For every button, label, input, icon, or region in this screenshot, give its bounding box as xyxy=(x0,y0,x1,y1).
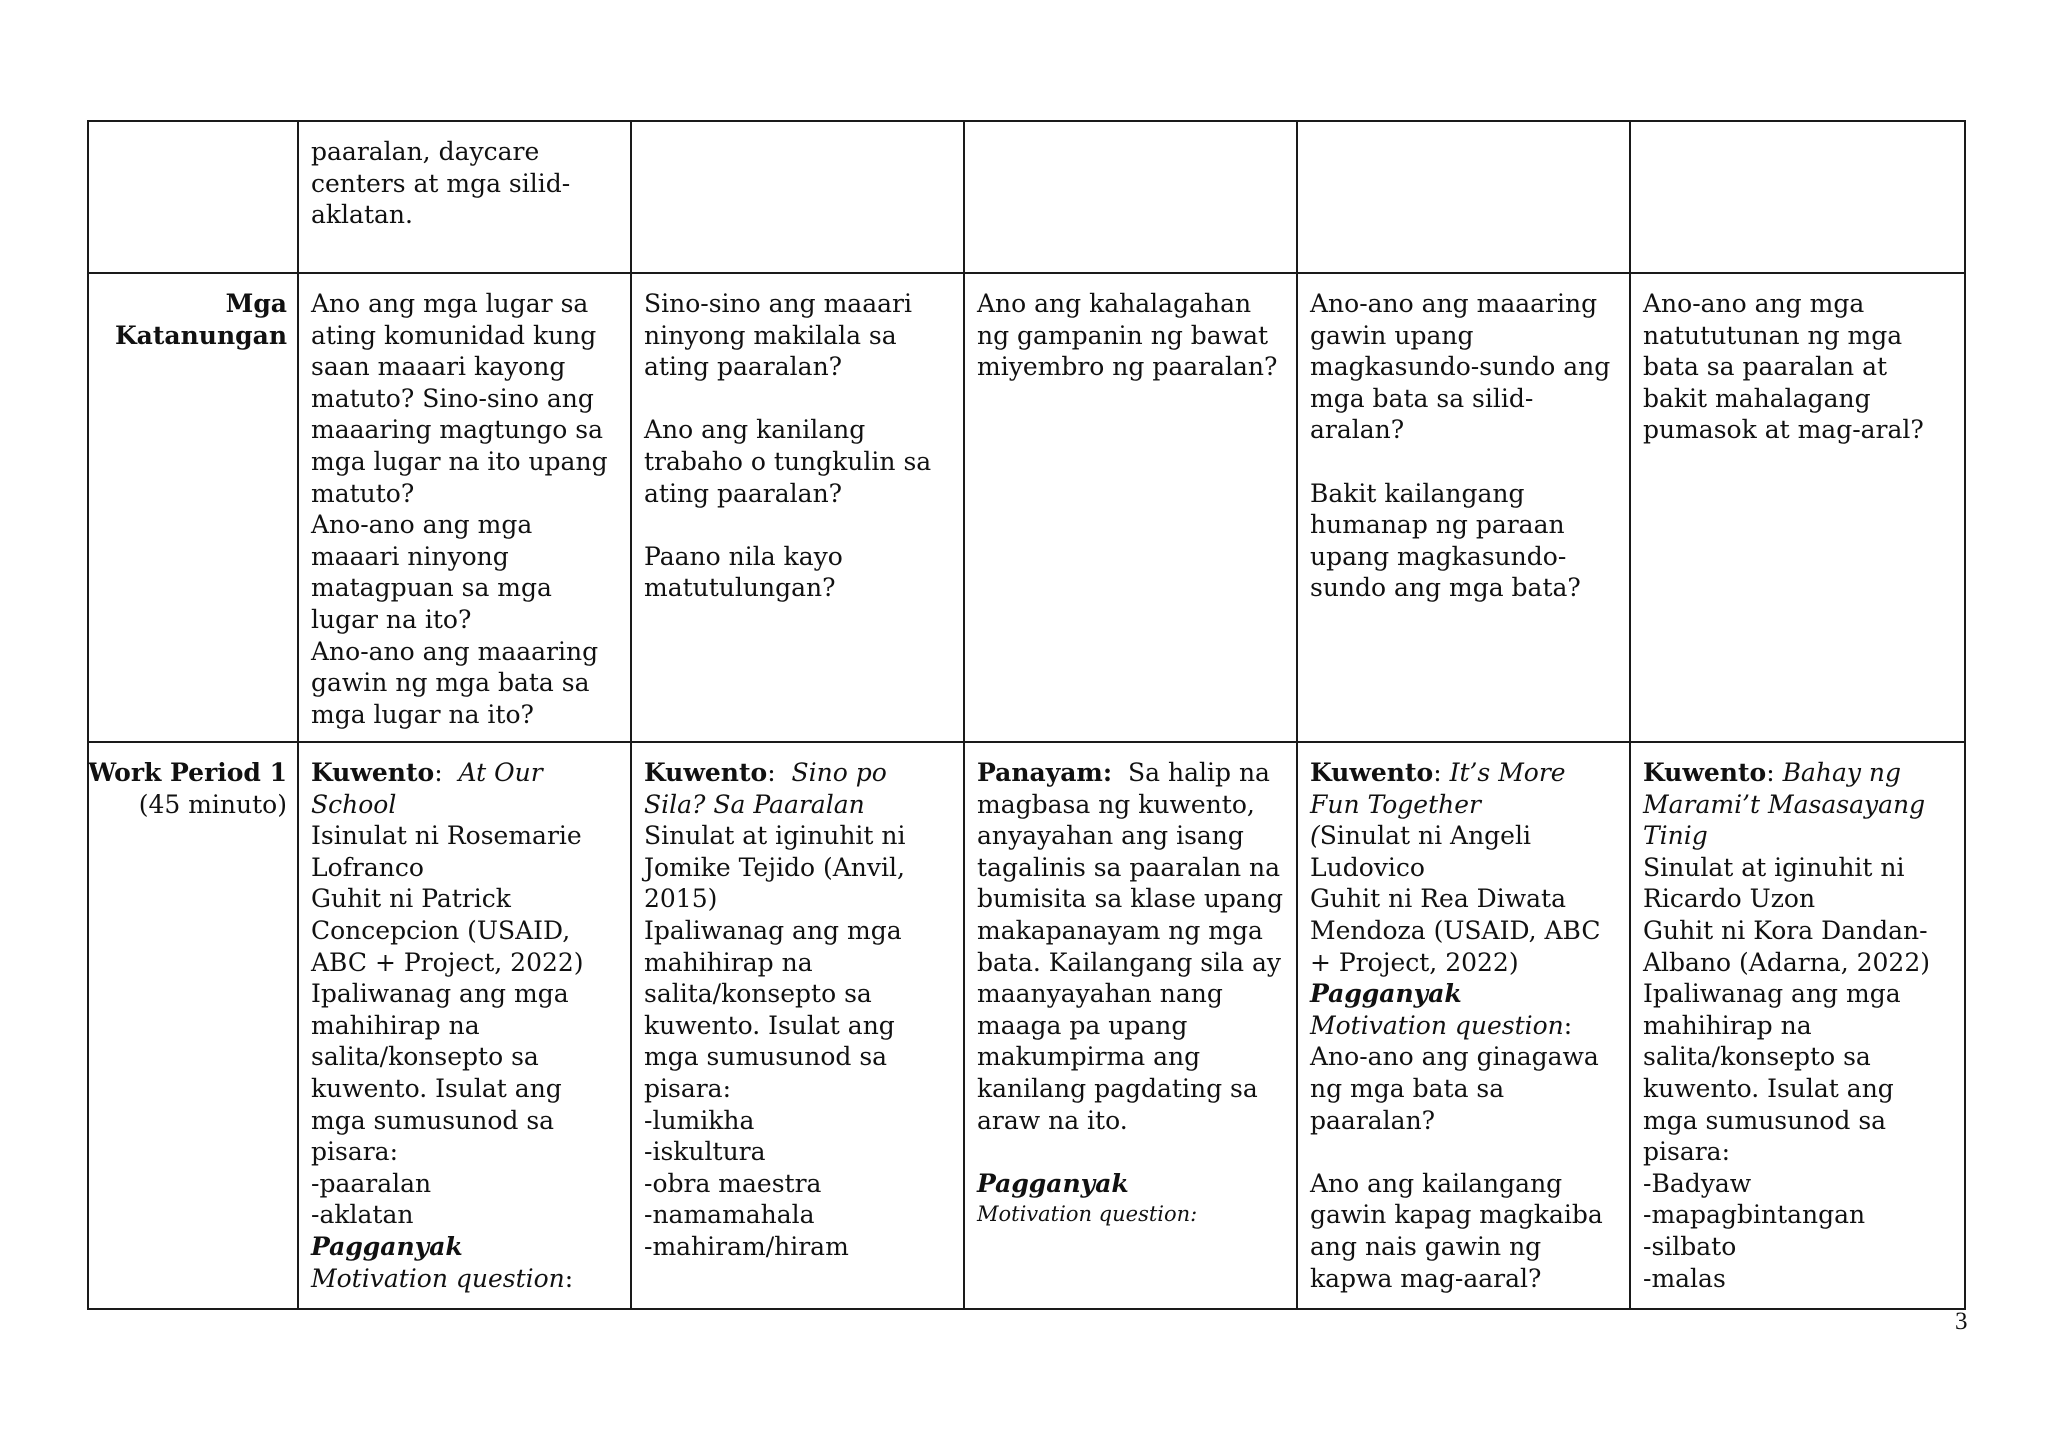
vocab-item: -silbato xyxy=(1643,1231,1737,1261)
table-cell: Kuwento: Bahay ng Marami’t Masasayang Tinig Sinulat at iginuhit ni Ricardo Uzon Guhit ni Kora Dandan-Albano (Adarna, 2022) Ipaliwanag ang mga mahihirap na salita/konsepto sa kuwento. Isulat ang mga sumusunod sa pisara: -Badyaw -mapagbintangan -silbato -malas xyxy=(1630,742,1965,1309)
page-number: 3 xyxy=(1955,1308,1968,1335)
table-cell xyxy=(964,273,1297,742)
vocab-item: -Badyaw xyxy=(1643,1168,1752,1198)
cell-text: Sinulat ni Angeli Ludovico xyxy=(1310,821,1531,882)
cell-text: Isinulat ni Rosemarie Lofranco xyxy=(311,821,582,882)
table-cell-empty xyxy=(1297,121,1630,273)
story-title: Sino po Sila? Sa Paaralan xyxy=(644,758,887,819)
cell-text: Ipaliwanag ang mga mahihirap na salita/konsepto sa kuwento. Isulat ang mga sumusunod sa pisara: xyxy=(644,915,902,1103)
row-label-katanungan: Mga Katanungan xyxy=(88,273,298,742)
table-cell xyxy=(631,273,964,742)
cell-text: Guhit ni Kora Dandan-Albano (Adarna, 2022) xyxy=(1643,915,1930,977)
pagganyak-label: Pagganyak xyxy=(977,1168,1129,1198)
table-row-work-period xyxy=(88,742,1965,1309)
table-cell: Kuwento: Sino po Sila? Sa Paaralan Sinulat at iginuhit ni Jomike Tejido (Anvil, 2015) Ipaliwanag ang mga mahihirap na salita/konsepto sa kuwento. Isulat ang mga sumusunod sa pisara: -lumikha -iskultura -obra maestra -namamahala -mahiram/hiram xyxy=(631,742,964,1309)
vocab-item: -iskultura xyxy=(644,1137,766,1167)
cell-text: Guhit ni Rea Diwata Mendoza (USAID, ABC + Project, 2022) xyxy=(1310,884,1601,977)
table-cell: Kuwento: It’s More Fun Together (Sinulat ni Angeli Ludovico Guhit ni Rea Diwata Mendoza (USAID, ABC + Project, 2022) Pagganyak Motivation question: Ano-ano ang ginagawa ng mga bata sa paaralan? Ano ang kailangang gawin kapag magkaiba ang nais gawin ng kapwa mag-aaral? xyxy=(1297,742,1630,1309)
vocab-item: -mahiram/hiram xyxy=(644,1231,849,1261)
kuwento-label: Kuwento xyxy=(311,758,435,787)
table-row-continuation xyxy=(88,121,1965,273)
row-label-work-period xyxy=(88,742,298,1309)
cell-text: Sinulat at iginuhit ni Jomike Tejido (Anvil, 2015) xyxy=(644,821,906,914)
story-title: Bahay ng Marami’t Masasayang Tinig xyxy=(1643,758,1926,851)
table-cell: Kuwento: At Our School Isinulat ni Rosemarie Lofranco Guhit ni Patrick Concepcion (USAID, ABC + Project, 2022) Ipaliwanag ang mga mahihirap na salita/konsepto sa kuwento. Isulat ang mga sumusunod sa pisara: -paaralan -aklatan Pagganyak Motivation question: xyxy=(298,742,631,1309)
lesson-plan-table xyxy=(87,120,1966,1310)
story-title: At Our School xyxy=(311,758,543,819)
paren: ( xyxy=(1310,821,1320,851)
story-title: It’s More Fun Together xyxy=(1310,758,1566,819)
cell-text: Ano ang kailangang gawin kapag magkaiba ang nais gawin ng kapwa mag-aaral? xyxy=(1310,1168,1603,1293)
pagganyak-label: Pagganyak xyxy=(1310,979,1462,1009)
vocab-item: -lumikha xyxy=(644,1105,755,1135)
cell-text: Ano-ano ang ginagawa ng mga bata sa paaralan? xyxy=(1310,1042,1599,1135)
kuwento-label: Kuwento xyxy=(1643,758,1767,787)
cell-text: Ano ang kanilang trabaho o tungkulin sa ating paaralan? xyxy=(644,415,932,508)
row-label-duration: (45 minuto) xyxy=(138,789,287,819)
table-cell xyxy=(964,742,1297,1309)
cell-text: Ipaliwanag ang mga mahihirap na salita/konsepto sa kuwento. Isulat ang mga sumusunod sa pisara: xyxy=(1643,979,1901,1167)
panayam-label: Panayam: xyxy=(977,758,1113,787)
cell-text: Sino-sino ang maaari ninyong makilala sa ating paaralan? xyxy=(644,289,912,382)
cell-text: Sa halip na magbasa ng kuwento, anyayahan ang isang tagalinis sa paaralan na bumisita sa klase upang makapanayam ng mga bata. Kailangang sila ay maanyayahan nang maaga pa upang makumpirma ang kanilang pagdating sa araw na ito. xyxy=(977,758,1283,1135)
vocab-item: -aklatan xyxy=(311,1200,414,1230)
vocab-item: -obra maestra xyxy=(644,1168,822,1198)
cell-text: Ano ang mga lugar sa ating komunidad kung saan maaari kayong matuto? Sino-sino ang maaaring magtungo sa mga lugar na ito upang matuto? xyxy=(311,289,608,508)
cell-text: Ano-ano ang maaaring gawin ng mga bata sa mga lugar na ito? xyxy=(311,636,599,729)
cell-text: Sinulat at iginuhit ni Ricardo Uzon xyxy=(1643,852,1905,914)
table-cell-empty xyxy=(631,121,964,273)
table-cell xyxy=(1630,273,1965,742)
table-cell xyxy=(298,121,631,273)
cell-text: paaralan, daycare centers at mga silid-aklatan. xyxy=(311,137,571,230)
kuwento-label: Kuwento xyxy=(1310,758,1434,787)
cell-text: Ano ang kahalagahan ng gampanin ng bawat miyembro ng paaralan? xyxy=(977,289,1278,382)
cell-text: Ipaliwanag ang mga mahihirap na salita/konsepto sa kuwento. Isulat ang mga sumusunod sa pisara: xyxy=(311,979,569,1167)
cell-text: Guhit ni Patrick Concepcion (USAID, ABC + Project, 2022) xyxy=(311,884,584,977)
motivation-label: Motivation question: xyxy=(977,1202,1198,1227)
table-cell-empty xyxy=(1630,121,1965,273)
row-label-empty xyxy=(88,121,298,273)
motivation-label: Motivation question xyxy=(1310,1010,1564,1040)
cell-text: Paano nila kayo matutulungan? xyxy=(644,541,843,603)
vocab-item: -malas xyxy=(1643,1263,1726,1293)
cell-text: Ano-ano ang maaaring gawin upang magkasundo-sundo ang mga bata sa silid-aralan? xyxy=(1310,289,1611,445)
cell-text: Ano-ano ang mga natututunan ng mga bata sa paaralan at bakit mahalagang pumasok at mag-aral? xyxy=(1643,289,1924,445)
motivation-label: Motivation question xyxy=(311,1263,565,1293)
table-cell xyxy=(298,273,631,742)
table-row-katanungan xyxy=(88,273,1965,742)
vocab-item: -namamahala xyxy=(644,1200,815,1230)
table-cell-empty xyxy=(964,121,1297,273)
cell-text: Ano-ano ang mga maaari ninyong matagpuan sa mga lugar na ito? xyxy=(311,510,552,634)
vocab-item: -paaralan xyxy=(311,1168,432,1198)
pagganyak-label: Pagganyak xyxy=(311,1231,463,1261)
row-label-title: Work Period 1 xyxy=(88,758,287,787)
kuwento-label: Kuwento xyxy=(644,758,768,787)
table-cell xyxy=(1297,273,1630,742)
vocab-item: -mapagbintangan xyxy=(1643,1200,1866,1230)
cell-text: Bakit kailangang humanap ng paraan upang magkasundo-sundo ang mga bata? xyxy=(1310,478,1581,603)
